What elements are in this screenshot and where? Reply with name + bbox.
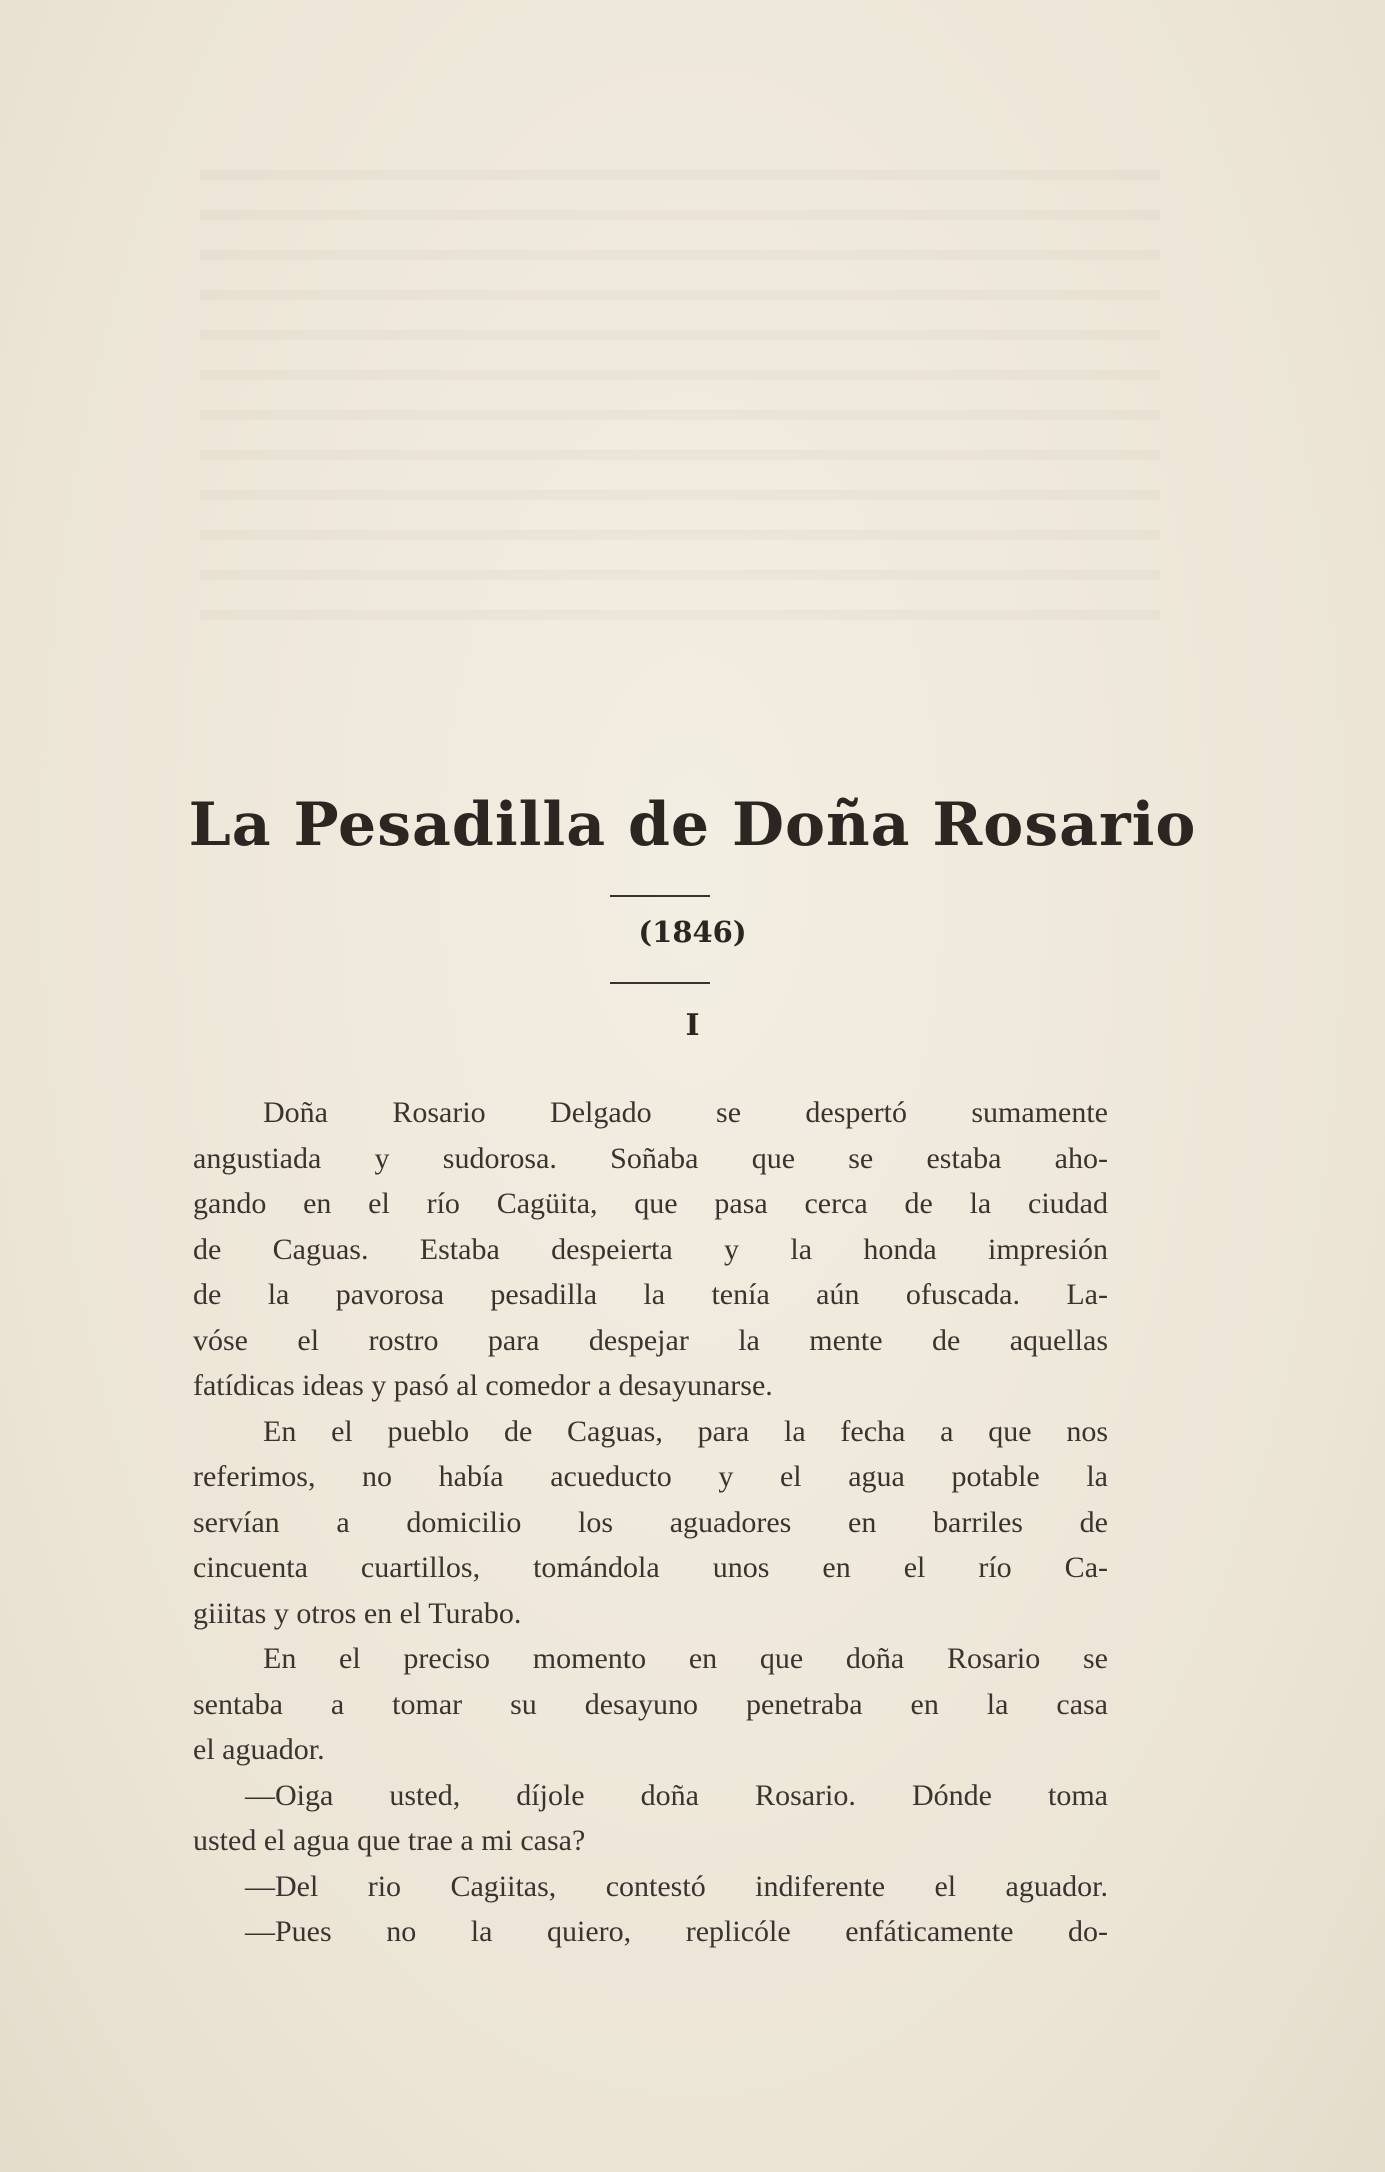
text-line: —Del rio Cagiitas, contestó indiferente el aguador. [245, 1869, 1108, 1903]
text-line: giiitas y otros en el Turabo. [193, 1596, 522, 1630]
text-line: referimos, no había acueducto y el agua potable la [193, 1460, 1108, 1493]
text-line: fatídicas ideas y pasó al comedor a desayunarse. [193, 1369, 773, 1402]
text-line: —Oiga usted, díjole doña Rosario. Dónde toma [245, 1778, 1108, 1812]
chapter-number: I [685, 1008, 700, 1043]
text-line: usted el agua que trae a mi casa? [193, 1824, 586, 1857]
text-line: gando en el río Cagüita, que pasa cerca de la ciudad [193, 1187, 1108, 1220]
text-line: cincuenta cuartillos, tomándola unos en el río Ca- [193, 1551, 1108, 1584]
story-year: (1846) [638, 915, 747, 949]
text-line: el aguador. [193, 1733, 325, 1766]
text-line: En el pueblo de Caguas, para la fecha a que nos [263, 1414, 1108, 1448]
text-line: —Pues no la quiero, replicóle enfáticamente do- [245, 1915, 1108, 1948]
body-text [193, 1090, 1108, 1955]
year-rule [610, 982, 710, 984]
text-line: Doña Rosario Delgado se despertó sumamente [263, 1096, 1108, 1129]
text-line: de la pavorosa pesadilla la tenía aún ofuscada. La- [193, 1278, 1108, 1311]
show-through-text [200, 140, 1160, 640]
text-line: de Caguas. Estaba despeierta y la honda impresión [193, 1232, 1108, 1266]
text-line: vóse el rostro para despejar la mente de aquellas [193, 1323, 1108, 1357]
text-line: sentaba a tomar su desayuno penetraba en la casa [193, 1687, 1108, 1721]
text-line: angustiada y sudorosa. Soñaba que se estaba aho- [193, 1141, 1108, 1175]
text-line: En el preciso momento en que doña Rosario se [263, 1642, 1108, 1675]
story-title: La Pesadilla de Doña Rosario [188, 790, 1197, 860]
text-line: servían a domicilio los aguadores en barriles de [193, 1505, 1108, 1539]
title-rule [610, 895, 710, 897]
